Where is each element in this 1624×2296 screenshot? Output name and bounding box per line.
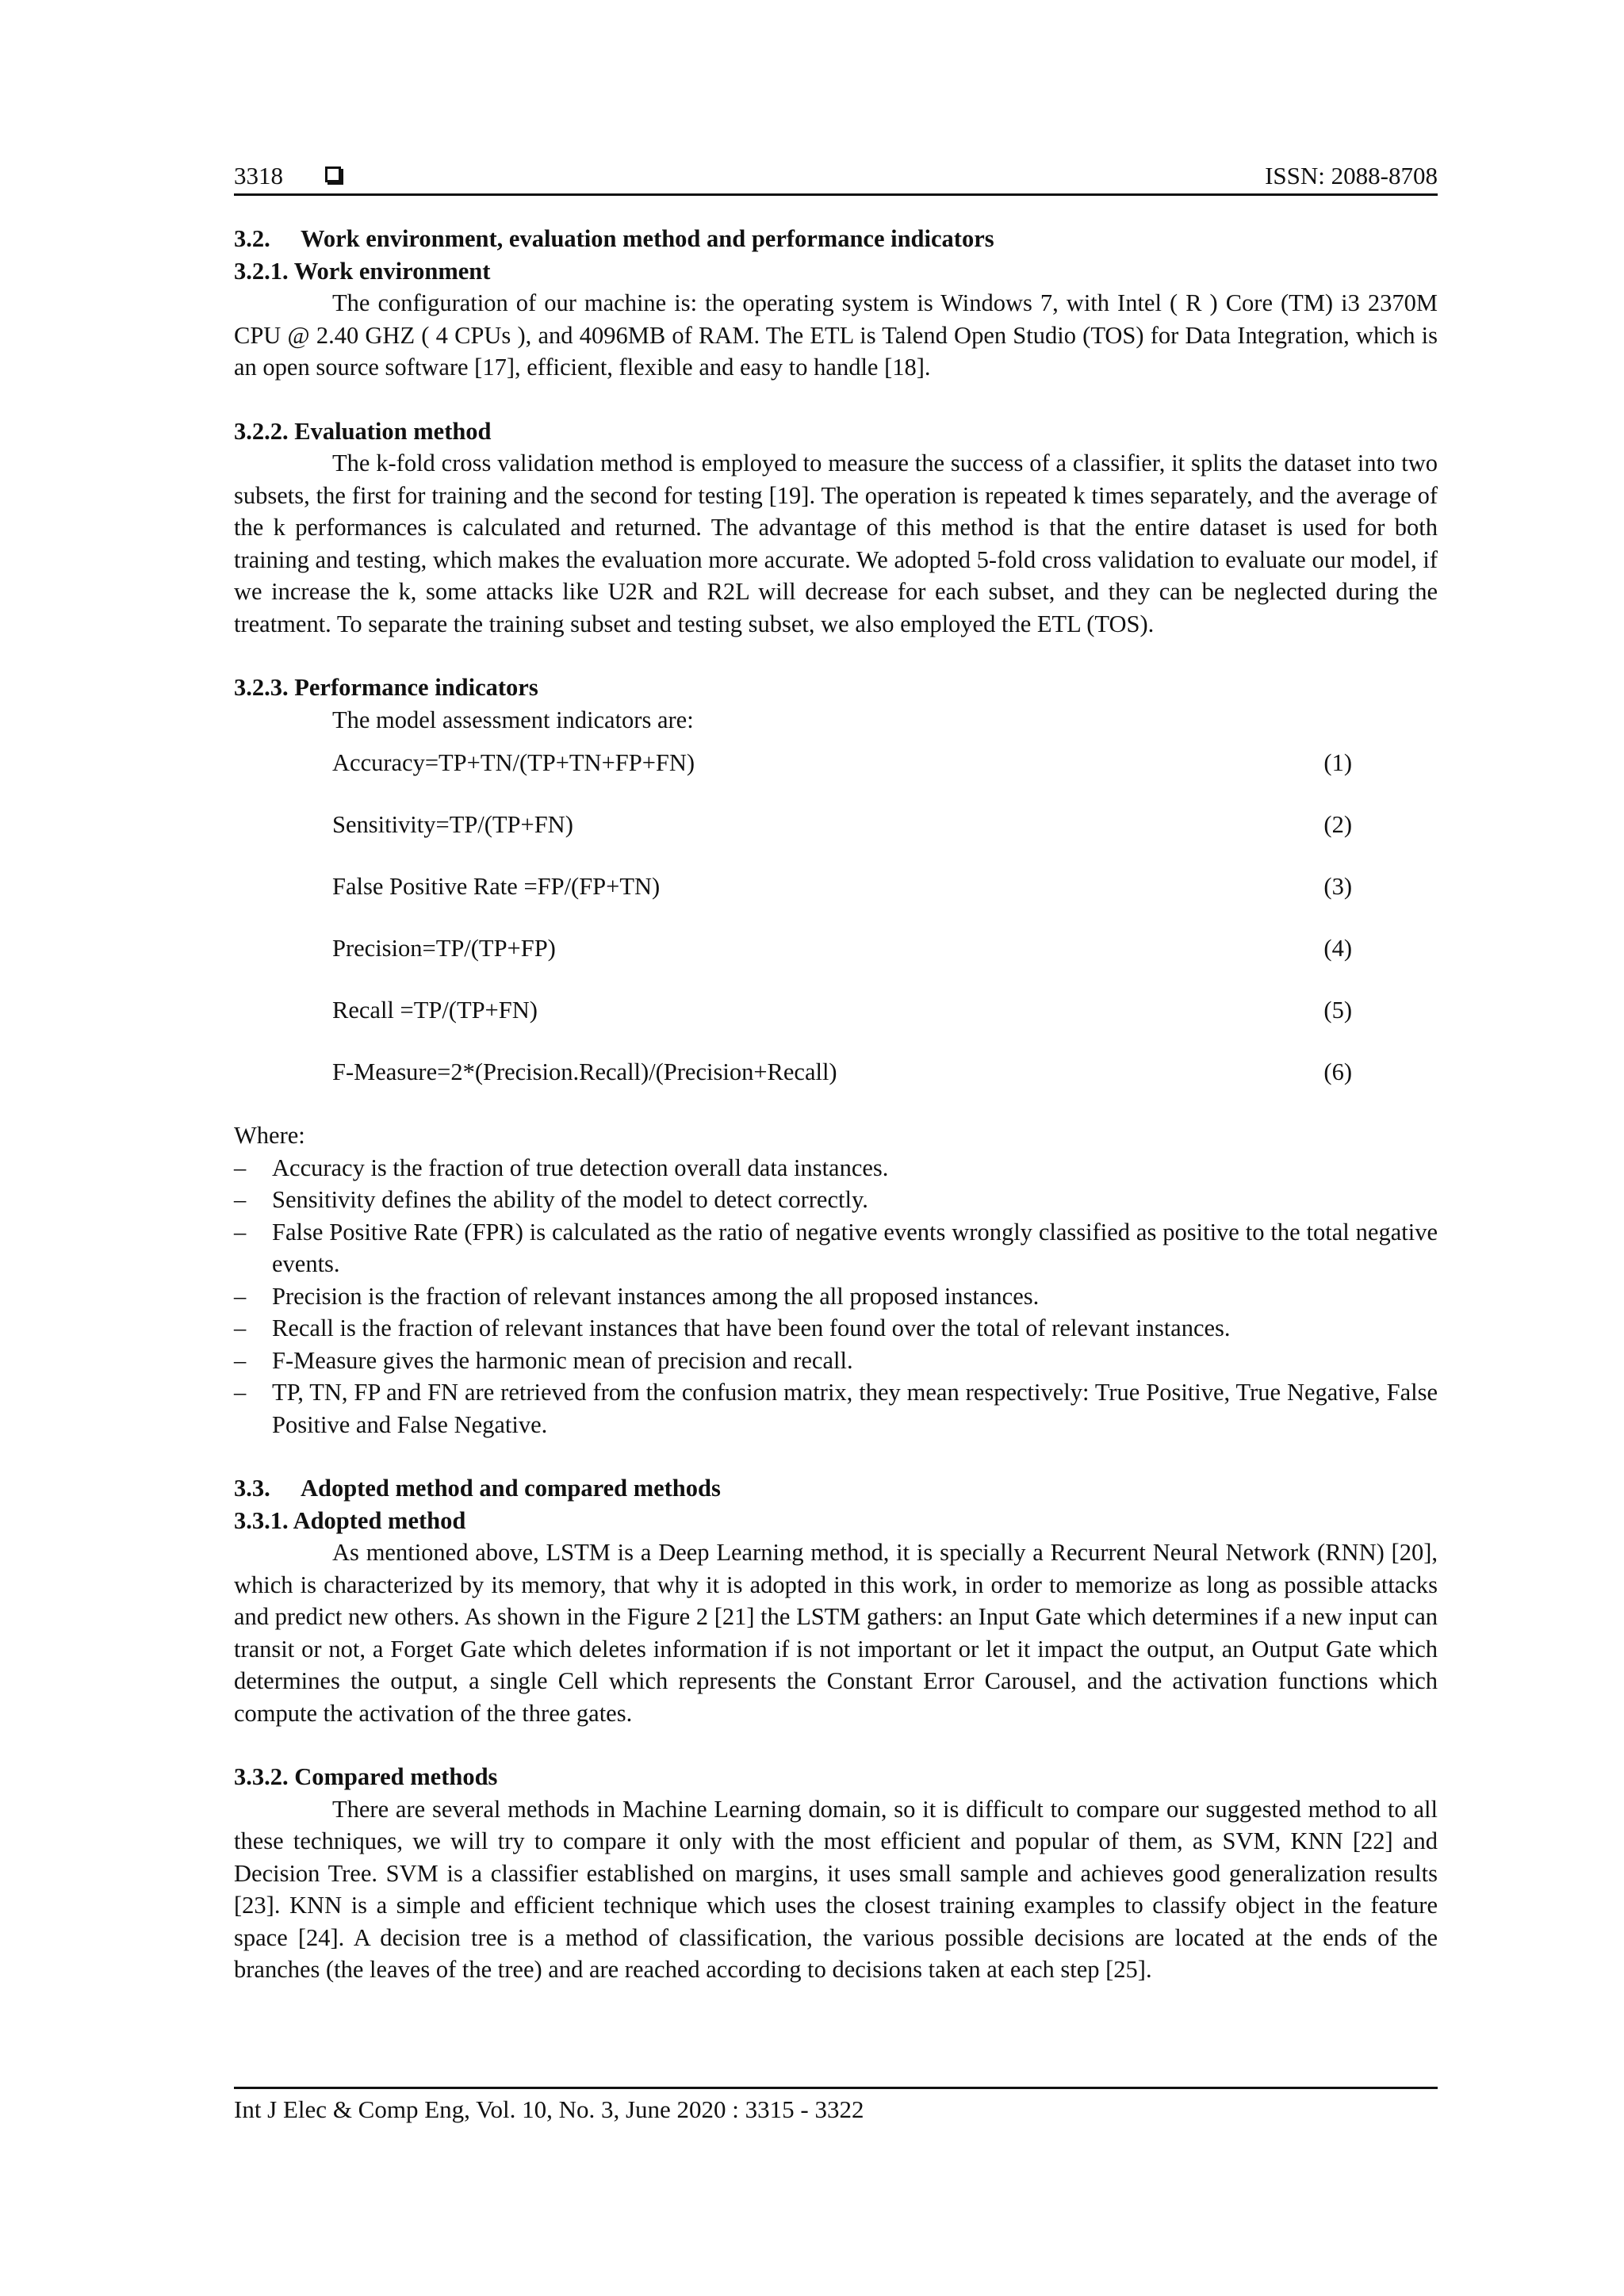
section-title: Work environment, evaluation method and performance indicators [301, 225, 994, 252]
header-rule [234, 193, 1438, 196]
definition-text: Recall is the fraction of relevant instances that have been found over the total of relevant instances. [272, 1314, 1231, 1341]
dash-bullet: – [234, 1346, 247, 1374]
equation [332, 932, 1352, 964]
equation [332, 747, 1352, 779]
definition-text: False Positive Rate (FPR) is calculated as the ratio of negative events wrongly classified as positive to the total negative events. [272, 1218, 1438, 1277]
list-item [234, 1312, 1438, 1345]
square-bullet-icon [325, 166, 341, 182]
paragraph-adopted-method: As mentioned above, LSTM is a Deep Learning method, it is specially a Recurrent Neural Network (RNN) [20], which is characterized by its memory, that why it is adopted in this work, in order to memorize as long as possible attacks and predict new others. As shown in the Figure 2 [21] the LSTM gathers: an Input Gate which determines if a new input can transit or not, a Forget Gate which deletes information if is not important or let it impact the output, an Output Gate which determines the output, a single Cell which represents the Constant Error Carousel, and the activation functions which compute the activation of the three gates. [234, 1539, 1438, 1727]
paragraph-indicators-intro: The model assessment indicators are: [332, 706, 694, 733]
dash-bullet: – [234, 1282, 247, 1310]
paragraph-evaluation-method: The k-fold cross validation method is employed to measure the success of a classifier, it splits the dataset into two subsets, the first for training and the second for testing [19]. The operation is repeated k times separately, and the average of the k performances is calculated and returned. The advantage of this method is that the entire dataset is used for both training and testing, which makes the evaluation more accurate. We adopted 5-fold cross validation to evaluate our model, if we increase the k, some attacks like U2R and R2L will decrease for each subset, and they can be neglected during the treatment. To separate the training subset and testing subset, we also employed the ETL (TOS). [234, 450, 1438, 637]
equation-formula: Recall =TP/(TP+FN) [332, 997, 538, 1024]
list-item [234, 1280, 1438, 1313]
equation-number: (5) [1323, 997, 1352, 1024]
dash-bullet: – [234, 1154, 247, 1181]
page [234, 151, 1438, 1986]
equation [332, 994, 1352, 1026]
dash-bullet: – [234, 1314, 247, 1341]
equation-list [332, 747, 1352, 1088]
definition-text: Accuracy is the fraction of true detection overall data instances. [272, 1154, 889, 1181]
equation-number: (4) [1323, 935, 1352, 962]
subsection-heading-3-3-2: 3.3.2. Compared methods [234, 1763, 498, 1790]
list-item [234, 1184, 1438, 1216]
definition-text: TP, TN, FP and FN are retrieved from the confusion matrix, they mean respectively: True Positive, True Negative, False Positive and False Negative. [272, 1379, 1438, 1438]
subsection-heading-3-2-3: 3.2.3. Performance indicators [234, 674, 538, 701]
running-footer [234, 2087, 1438, 2127]
equation-number: (6) [1323, 1058, 1352, 1085]
equation-formula: F-Measure=2*(Precision.Recall)/(Precision+Recall) [332, 1058, 837, 1085]
definition-list [234, 1152, 1438, 1441]
footer-rule [234, 2087, 1438, 2089]
section-heading-3-2 [234, 223, 1438, 255]
equation-formula: Accuracy=TP+TN/(TP+TN+FP+FN) [332, 749, 695, 776]
where-label: Where: [234, 1122, 305, 1149]
equation-formula: False Positive Rate =FP/(FP+TN) [332, 873, 661, 900]
definition-text: F-Measure gives the harmonic mean of precision and recall. [272, 1346, 853, 1374]
definition-text: Sensitivity defines the ability of the model to detect correctly. [272, 1186, 868, 1213]
dash-bullet: – [234, 1218, 247, 1246]
running-header [234, 151, 1438, 192]
equation [332, 1056, 1352, 1088]
journal-citation: Int J Elec & Comp Eng, Vol. 10, No. 3, June 2020 : 3315 - 3322 [234, 2095, 864, 2123]
equation [332, 871, 1352, 902]
article-body [234, 223, 1438, 1986]
section-title: Adopted method and compared methods [301, 1475, 721, 1502]
dash-bullet: – [234, 1186, 247, 1213]
issn-label: ISSN: 2088-8708 [1265, 162, 1438, 189]
equation-formula: Sensitivity=TP/(TP+FN) [332, 811, 573, 838]
equation-number: (2) [1323, 811, 1352, 838]
subsection-heading-3-3-1: 3.3.1. Adopted method [234, 1506, 466, 1534]
dash-bullet: – [234, 1379, 247, 1406]
section-heading-3-3 [234, 1472, 1438, 1505]
paragraph-compared-methods: There are several methods in Machine Learning domain, so it is difficult to compare our suggested method to all these techniques, we will try to compare it only with the most efficient and popular of them, as SVM, KNN [22] and Decision Tree. SVM is a classifier established on margins, it uses small sample and achieves good generalization results [23]. KNN is a simple and efficient technique which uses the closest training examples to classify object in the feature space [24]. A decision tree is a method of classification, the various possible decisions are located at the ends of the branches (the leaves of the tree) and are reached according to decisions taken at each step [25]. [234, 1795, 1438, 1983]
list-item [234, 1152, 1438, 1184]
section-number: 3.3. [234, 1475, 270, 1502]
page-number: 3318 [234, 162, 283, 189]
equation-number: (3) [1323, 873, 1352, 900]
list-item [234, 1345, 1438, 1377]
subsection-heading-3-2-1: 3.2.1. Work environment [234, 257, 491, 285]
equation-formula: Precision=TP/(TP+FP) [332, 935, 556, 962]
subsection-heading-3-2-2: 3.2.2. Evaluation method [234, 417, 492, 445]
list-item [234, 1216, 1438, 1280]
definition-text: Precision is the fraction of relevant instances among the all proposed instances. [272, 1282, 1040, 1310]
equation [332, 809, 1352, 840]
equation-number: (1) [1323, 749, 1352, 776]
paragraph-work-environment: The configuration of our machine is: the operating system is Windows 7, with Intel ( R ) Core (TM) i3 2370M CPU @ 2.40 GHZ ( 4 CPUs ), and 4096MB of RAM. The ETL is Talend Open Studio (TOS) for Data Integration, which is an open source software [17], efficient, flexible and easy to handle [18]. [234, 289, 1438, 381]
section-number: 3.2. [234, 225, 270, 252]
list-item [234, 1376, 1438, 1441]
